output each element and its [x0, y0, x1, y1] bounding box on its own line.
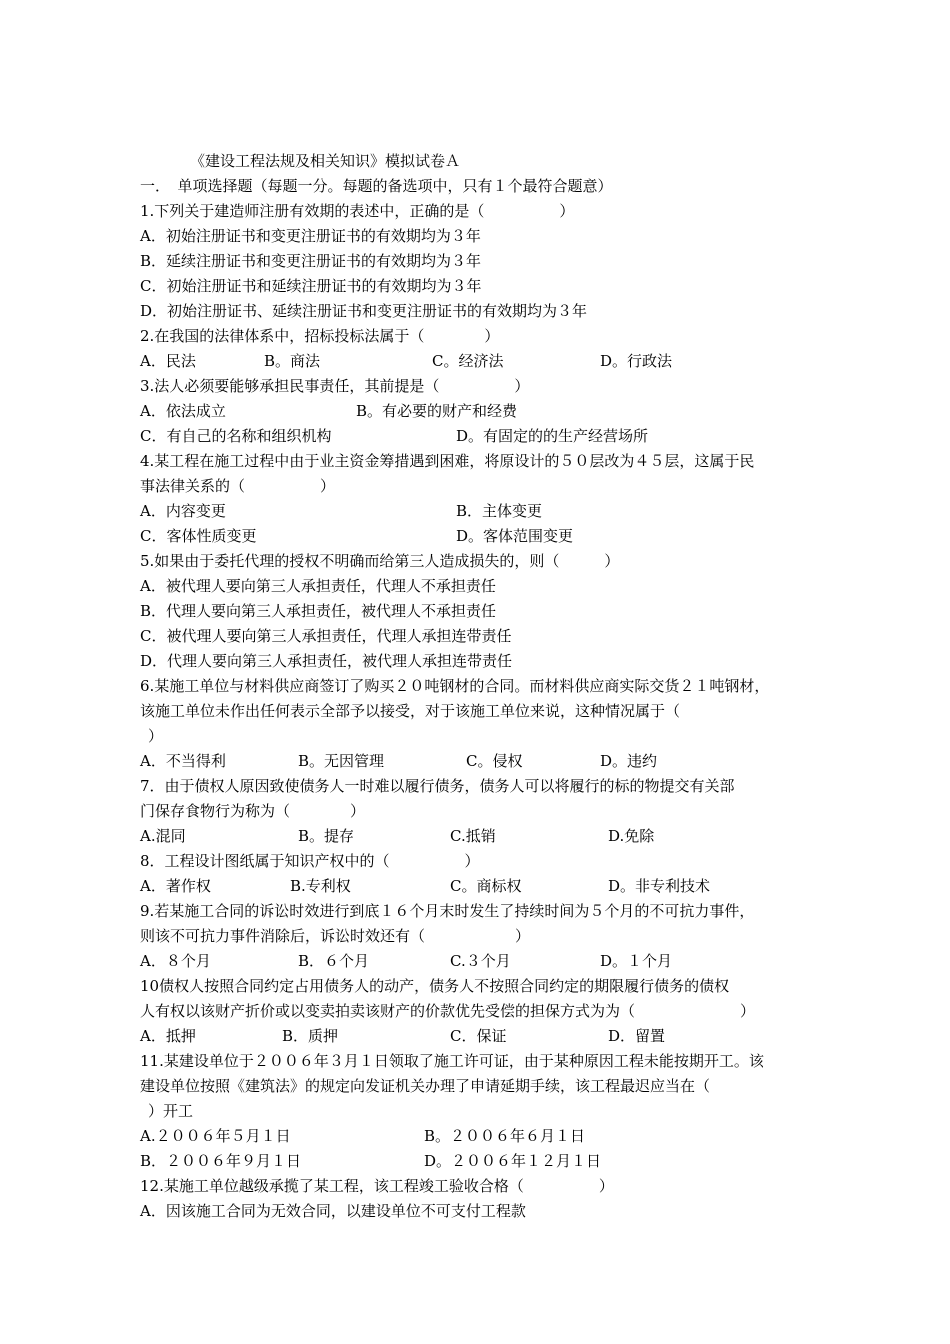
question-10-option-d: D．留置: [608, 1027, 666, 1045]
question-1-option-b: B．延续注册证书和变更注册证书的有效期均为３年: [140, 252, 482, 270]
question-1-option-d: D．初始注册证书、延续注册证书和变更注册证书的有效期均为３年: [140, 302, 588, 320]
question-4-option-d: D。客体范围变更: [456, 527, 574, 545]
question-3-option-b: B。有必要的财产和经费: [356, 402, 518, 420]
question-8-option-b: B.专利权: [290, 877, 351, 895]
question-8-stem: 8．工程设计图纸属于知识产权中的（ ）: [140, 852, 480, 870]
question-10-stem-line-1: 10债权人按照合同约定占用债务人的动产，债务人不按照合同约定的期限履行债务的债权: [140, 977, 730, 995]
question-5-option-b: B．代理人要向第三人承担责任，被代理人不承担责任: [140, 602, 497, 620]
question-9-stem-line-1: 9.若某施工合同的诉讼时效进行到底１６个月末时发生了持续时间为５个月的不可抗力事件，: [140, 902, 755, 920]
question-11-option-d: D。２００６年１２月１日: [424, 1152, 602, 1170]
question-7-option-a: A.混同: [140, 827, 186, 845]
question-2-option-d: D。行政法: [600, 352, 673, 370]
question-9-option-c: C.３个月: [450, 952, 511, 970]
question-10-stem-line-2: 人有权以该财产折价或以变卖拍卖该财产的价款优先受偿的担保方式为为（ ）: [140, 1002, 756, 1020]
question-7-option-d: D.免除: [608, 827, 655, 845]
question-5-option-a: A．被代理人要向第三人承担责任，代理人不承担责任: [140, 577, 496, 595]
question-4-option-a: A．内容变更: [140, 502, 226, 520]
question-8-option-c: C。商标权: [450, 877, 522, 895]
question-6-stem-line-1: 6.某施工单位与材料供应商签订了购买２０吨钢材的合同。而材料供应商实际交货２１吨钢材，: [140, 677, 770, 695]
question-10-option-c: C．保证: [450, 1027, 507, 1045]
question-12-option-a: A．因该施工合同为无效合同，以建设单位不可支付工程款: [140, 1202, 526, 1220]
question-11-option-c: B．２００６年９月１日: [140, 1152, 302, 1170]
question-12-stem: 12.某施工单位越级承揽了某工程，该工程竣工验收合格（ ）: [140, 1177, 614, 1195]
question-3-option-a: A．依法成立: [140, 402, 226, 420]
section-heading: 一． 单项选择题（每题一分。每题的备选项中，只有１个最符合题意）: [140, 177, 613, 195]
question-11-option-a: A.２００６年５月１日: [140, 1127, 291, 1145]
question-9-stem-line-2: 则该不可抗力事件消除后，诉讼时效还有（ ）: [140, 927, 531, 945]
question-10-option-b: B．质押: [282, 1027, 339, 1045]
question-9-option-b: B．６个月: [298, 952, 370, 970]
question-11-stem-line-3: ）开工: [148, 1102, 194, 1120]
question-3-option-d: D。有固定的的生产经营场所: [456, 427, 649, 445]
exam-title: 《建设工程法规及相关知识》模拟试卷Ａ: [190, 152, 461, 170]
question-4-option-c: C．客体性质变更: [140, 527, 257, 545]
question-2-option-b: B。商法: [264, 352, 321, 370]
question-7-option-c: C.抵销: [450, 827, 496, 845]
question-5-option-d: D．代理人要向第三人承担责任，被代理人承担连带责任: [140, 652, 513, 670]
question-3-option-c: C．有自己的名称和组织机构: [140, 427, 332, 445]
question-8-option-d: D。非专利技术: [608, 877, 711, 895]
question-3-stem: 3.法人必须要能够承担民事责任，其前提是（ ）: [140, 377, 530, 395]
question-4-stem-line-2: 事法律关系的（ ）: [140, 477, 336, 495]
question-4-option-b: B．主体变更: [456, 502, 543, 520]
question-6-option-a: A．不当得利: [140, 752, 226, 770]
question-7-option-b: B。提存: [298, 827, 355, 845]
question-6-option-c: C。侵权: [466, 752, 523, 770]
question-6-stem-line-3: ）: [148, 727, 164, 745]
question-1-option-c: C．初始注册证书和延续注册证书的有效期均为３年: [140, 277, 482, 295]
question-10-option-a: A．抵押: [140, 1027, 196, 1045]
question-2-option-c: C。经济法: [432, 352, 504, 370]
question-2-option-a: A．民法: [140, 352, 196, 370]
question-5-stem: 5.如果由于委托代理的授权不明确而给第三人造成损失的，则（ ）: [140, 552, 620, 570]
question-9-option-a: A．８个月: [140, 952, 211, 970]
question-5-option-c: C．被代理人要向第三人承担责任，代理人承担连带责任: [140, 627, 512, 645]
question-6-stem-line-2: 该施工单位未作出任何表示全部予以接受，对于该施工单位来说，这种情况属于（: [140, 702, 681, 720]
question-1-stem: 1.下列关于建造师注册有效期的表述中，正确的是（ ）: [140, 202, 575, 220]
question-11-stem-line-1: 11.某建设单位于２００６年３月１日领取了施工许可证，由于某种原因工程未能按期开工。该: [140, 1052, 764, 1070]
question-9-option-d: D。１个月: [600, 952, 673, 970]
question-1-option-a: A．初始注册证书和变更注册证书的有效期均为３年: [140, 227, 481, 245]
question-8-option-a: A．著作权: [140, 877, 211, 895]
question-4-stem-line-1: 4.某工程在施工过程中由于业主资金筹措遇到困难，将原设计的５０层改为４５层，这属于民: [140, 452, 755, 470]
question-7-stem-line-2: 门保存食物行为称为（ ）: [140, 802, 366, 820]
question-11-option-b: B。２００６年６月１日: [424, 1127, 586, 1145]
question-6-option-d: D。违约: [600, 752, 658, 770]
question-2-stem: 2.在我国的法律体系中，招标投标法属于（ ）: [140, 327, 500, 345]
question-6-option-b: B。无因管理: [298, 752, 385, 770]
question-7-stem-line-1: 7．由于债权人原因致使债务人一时难以履行债务，债务人可以将履行的标的物提交有关部: [140, 777, 735, 795]
question-11-stem-line-2: 建设单位按照《建筑法》的规定向发证机关办理了申请延期手续，该工程最迟应当在（: [140, 1077, 711, 1095]
